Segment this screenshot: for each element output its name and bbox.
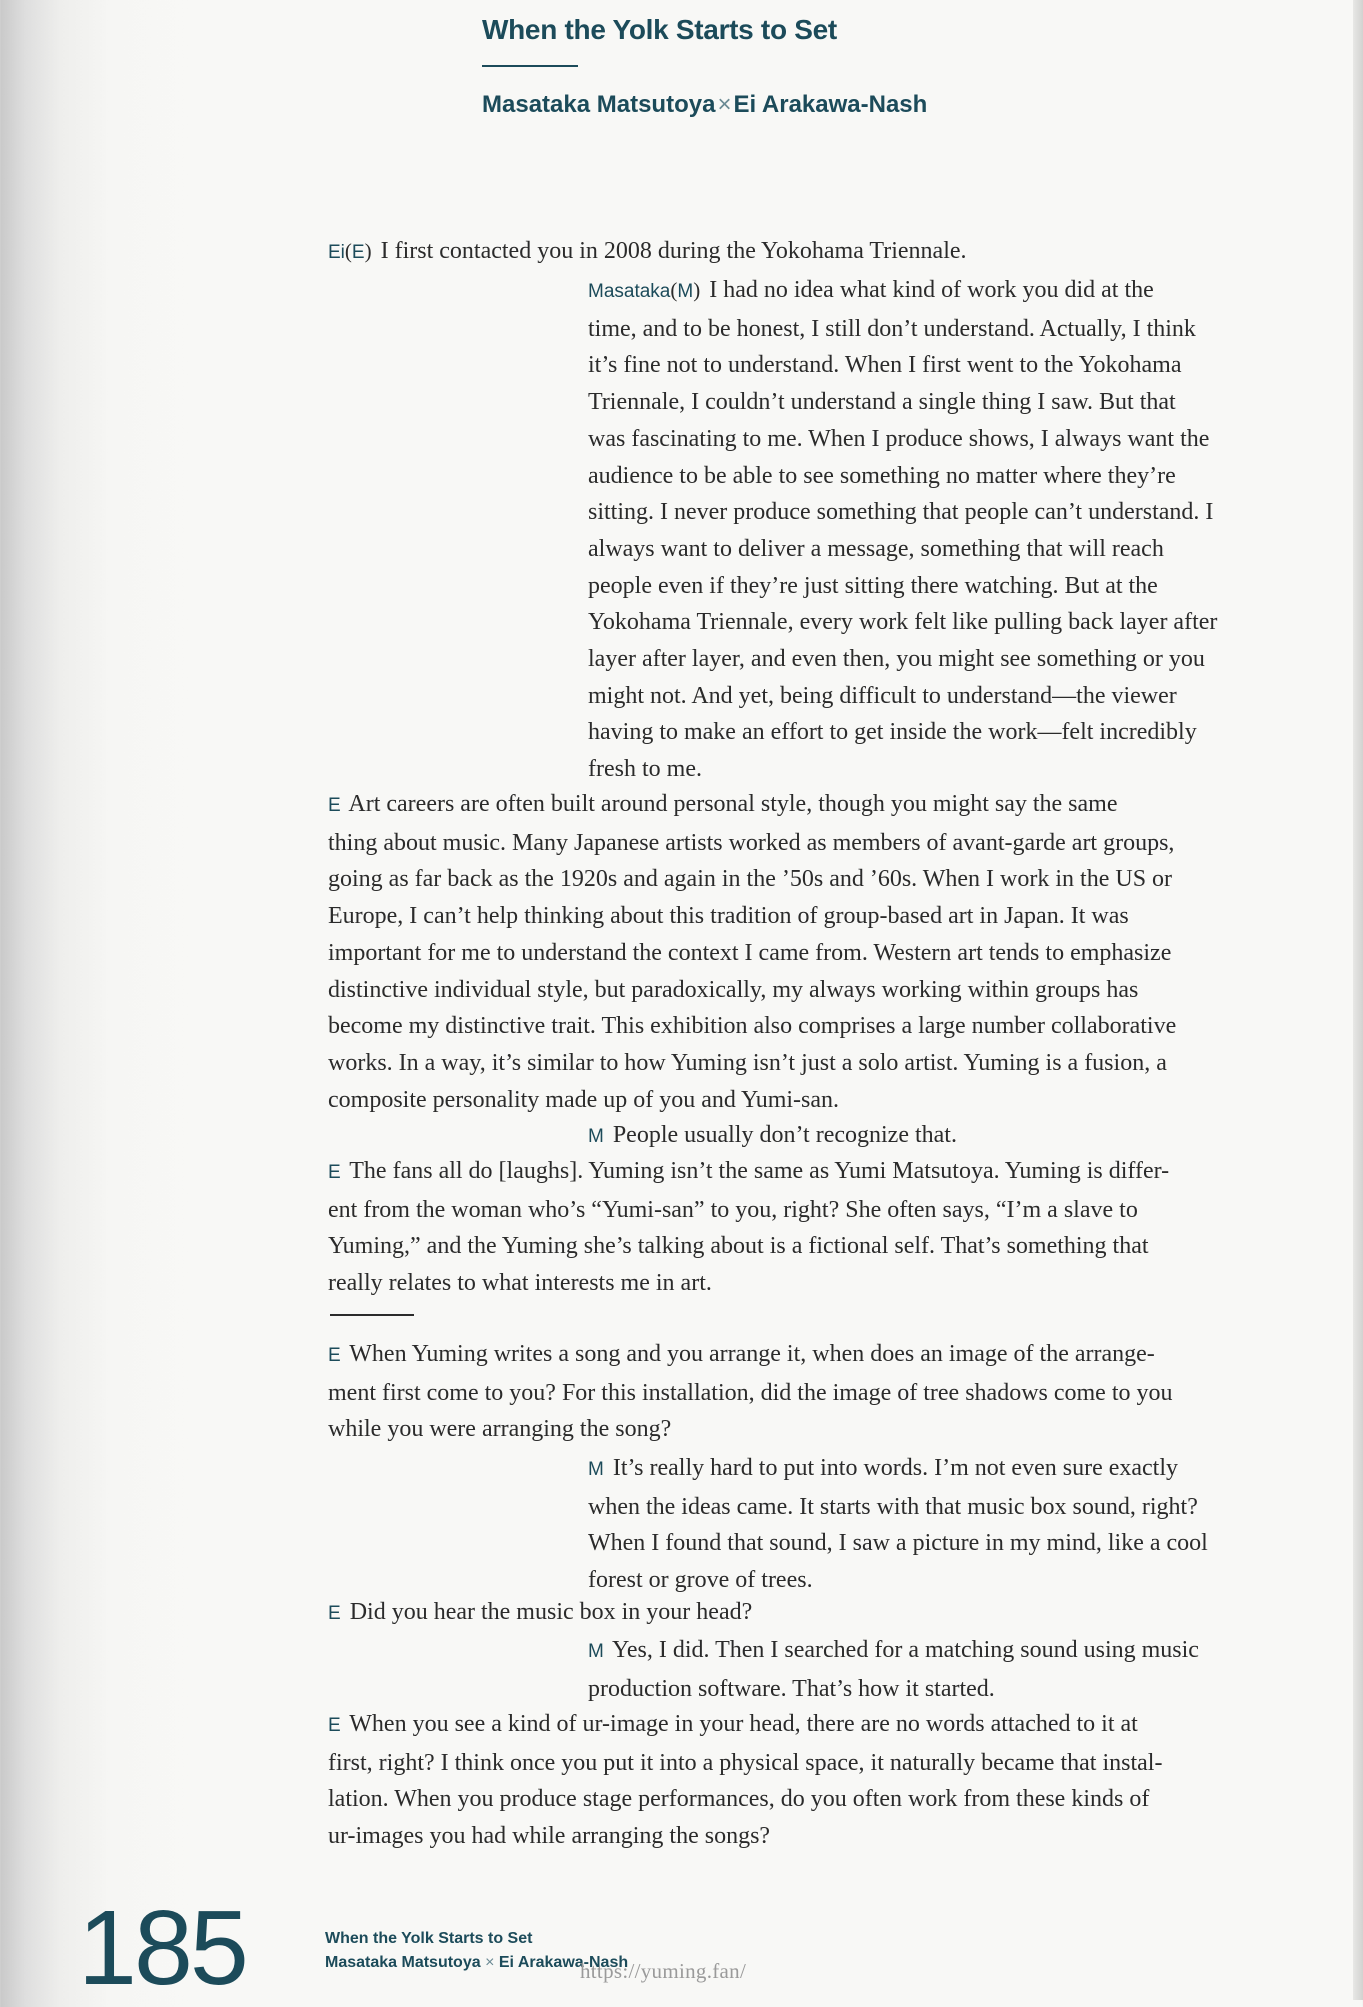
speaker-label: M	[588, 1641, 604, 1662]
line-text: People usually don’t recognize that.	[612, 1122, 957, 1148]
dialogue-line: Triennale, I couldn’t understand a single thing I saw. But that	[588, 389, 1176, 416]
dialogue-block-masataka-intro	[588, 272, 1328, 788]
dialogue-line: thing about music. Many Japanese artists worked as members of avant-garde art groups,	[328, 829, 1175, 856]
author-name-2: Ei Arakawa-Nash	[733, 91, 928, 118]
dialogue-line	[328, 786, 1328, 825]
dialogue-line: while you were arranging the song?	[328, 1416, 672, 1443]
dialogue-line: production software. That’s how it started.	[588, 1675, 995, 1702]
line-text: Did you hear the music box in your head?	[349, 1599, 753, 1625]
speaker-label: M	[588, 1459, 604, 1480]
dialogue-line: audience to be able to see something no matter where they’re	[588, 462, 1176, 489]
dialogue-line: Europe, I can’t help thinking about this tradition of group-based art in Japan. It was	[328, 903, 1129, 930]
dialogue-line: having to make an effort to get inside the work—felt incredibly	[588, 719, 1197, 746]
speaker-label: M	[588, 1126, 604, 1147]
speaker-label: Masataka(M)	[588, 278, 701, 302]
dialogue-line	[588, 272, 1328, 311]
dialogue-line	[588, 1632, 1328, 1671]
dialogue-line: composite personality made up of you and Yumi-san.	[328, 1086, 840, 1113]
speaker-label: E	[328, 1715, 341, 1736]
speaker-label: E	[328, 1162, 341, 1183]
dialogue-line: When I found that sound, I saw a picture in my mind, like a cool	[588, 1530, 1208, 1557]
speaker-label: E	[328, 795, 341, 816]
line-text: Art careers are often built around personal style, though you might say the same	[348, 791, 1118, 817]
footer-author-separator: ×	[485, 1954, 495, 1971]
line-text: I first contacted you in 2008 during the Yokohama Triennale.	[380, 238, 967, 264]
dialogue-line: time, and to be honest, I still don’t understand. Actually, I think	[588, 315, 1196, 342]
dialogue-line: lation. When you produce stage performances, do you often work from these kinds of	[328, 1786, 1150, 1813]
footer-author-2: Ei Arakawa-Nash	[498, 1954, 629, 1971]
dialogue-line: layer after layer, and even then, you might see something or you	[588, 646, 1205, 673]
dialogue-line	[588, 1450, 1328, 1489]
line-text: I had no idea what kind of work you did at the	[709, 277, 1154, 303]
dialogue-line	[328, 1336, 1328, 1375]
dialogue-line: important for me to understand the context I came from. Western art tends to emphasize	[328, 939, 1172, 966]
dialogue-line: distinctive individual style, but paradoxically, my always working within groups has	[328, 976, 1139, 1003]
dialogue-block-e-hear	[328, 1594, 1328, 1633]
dialogue-block-e-fans	[328, 1153, 1328, 1302]
line-text: It’s really hard to put into words. I’m not even sure exactly	[612, 1455, 1179, 1481]
dialogue-block-e-arrangement	[328, 1336, 1328, 1448]
line-text: When Yuming writes a song and you arrange it, when does an image of the arrange-	[349, 1341, 1155, 1367]
title-rule	[482, 65, 578, 67]
speaker-label: E	[328, 1345, 341, 1366]
dialogue-line: sitting. I never produce something that people can’t understand. I	[588, 499, 1214, 526]
dialogue-block-m-yes	[588, 1632, 1328, 1707]
dialogue-line: Yuming,” and the Yuming she’s talking about is a fictional self. That’s something that	[328, 1233, 1149, 1260]
dialogue-line: become my distinctive trait. This exhibition also comprises a large number collaborative	[328, 1013, 1177, 1040]
dialogue-block-ei-intro	[328, 233, 1328, 272]
footer-author-1: Masataka Matsutoya	[325, 1954, 481, 1971]
dialogue-line	[328, 1706, 1328, 1745]
dialogue-line: going as far back as the 1920s and again in the ’50s and ’60s. When I work in the US or	[328, 866, 1173, 893]
dialogue-line: was fascinating to me. When I produce shows, I always want the	[588, 425, 1210, 452]
watermark-url: https://yuming.fan/	[580, 1959, 747, 1983]
dialogue-line: fresh to me.	[588, 756, 702, 783]
dialogue-line: ent from the woman who’s “Yumi-san” to you, right? She often says, “I’m a slave to	[328, 1196, 1138, 1223]
dialogue-line	[588, 1117, 1328, 1156]
speaker-label: Ei(E)	[328, 239, 372, 263]
dialogue-line	[328, 1153, 1328, 1192]
dialogue-line: forest or grove of trees.	[588, 1567, 813, 1594]
dialogue-line: ur-images you had while arranging the songs?	[328, 1823, 771, 1850]
speaker-label: E	[328, 1603, 341, 1624]
dialogue-line: really relates to what interests me in art.	[328, 1270, 712, 1297]
line-text: The fans all do [laughs]. Yuming isn’t the same as Yumi Matsutoya. Yuming is differ-	[349, 1158, 1170, 1184]
section-divider	[330, 1314, 414, 1316]
page-title: When the Yolk Starts to Set	[482, 14, 837, 45]
dialogue-line: might not. And yet, being difficult to understand—the viewer	[588, 682, 1177, 709]
page-number: 185	[78, 1889, 246, 2007]
dialogue-line: it’s fine not to understand. When I first went to the Yokohama	[588, 352, 1182, 379]
footer-title: When the Yolk Starts to Set	[325, 1930, 533, 1947]
dialogue-block-e-art-careers	[328, 786, 1328, 1118]
dialogue-block-e-ur-image	[328, 1706, 1328, 1855]
speaker-abbrev: M	[677, 281, 694, 302]
dialogue-line: Yokohama Triennale, every work felt like pulling back layer after	[588, 609, 1218, 636]
dialogue-line: when the ideas came. It starts with that music box sound, right?	[588, 1493, 1198, 1520]
dialogue-line: always want to deliver a message, something that will reach	[588, 535, 1164, 562]
dialogue-line	[328, 1594, 1328, 1633]
speaker-abbrev: E	[351, 242, 365, 263]
speaker-name: Ei	[328, 242, 345, 263]
dialogue-line: people even if they’re just sitting there watching. But at the	[588, 572, 1158, 599]
dialogue-line: works. In a way, it’s similar to how Yuming isn’t just a solo artist. Yuming is a fusion, a	[328, 1049, 1167, 1076]
dialogue-line	[328, 233, 1328, 272]
speaker-name: Masataka	[588, 281, 671, 302]
author-line	[482, 91, 927, 119]
page-edge	[1353, 0, 1363, 2000]
author-separator: ×	[717, 91, 732, 118]
line-text: Yes, I did. Then I searched for a matching sound using music	[611, 1637, 1199, 1663]
dialogue-line: ment first come to you? For this installation, did the image of tree shadows come to you	[328, 1379, 1173, 1406]
author-name-1: Masataka Matsutoya	[482, 91, 716, 118]
dialogue-block-m-music-box	[588, 1450, 1328, 1599]
dialogue-block-m-recognize	[588, 1117, 1328, 1156]
line-text: When you see a kind of ur-image in your head, there are no words attached to it at	[349, 1711, 1138, 1737]
dialogue-line: first, right? I think once you put it into a physical space, it naturally became that instal-	[328, 1749, 1163, 1776]
